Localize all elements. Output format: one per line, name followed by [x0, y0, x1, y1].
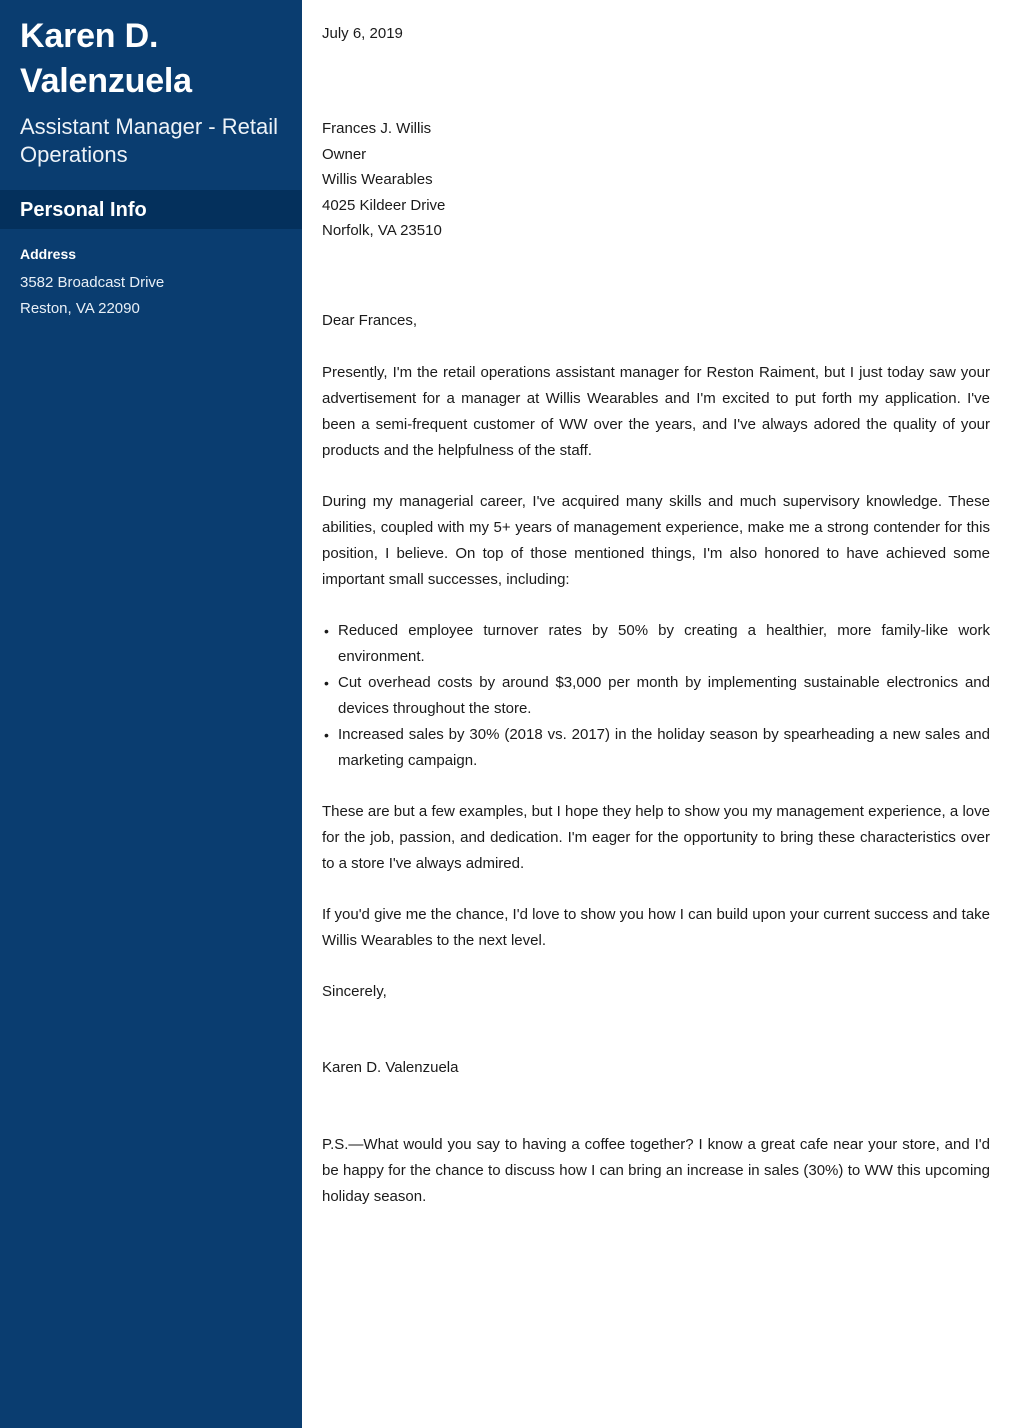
recipient-block: [322, 116, 722, 244]
candidate-job-title: Assistant Manager - Retail Operations: [20, 114, 278, 167]
postscript: P.S.—What would you say to having a coffee together? I know a great cafe near your store, and I'd be happy for the chance to discuss how I can bring an increase in sales (30%) to WW this upcoming holiday season.: [322, 1136, 990, 1205]
list-item: • Increased sales by 30% (2018 vs. 2017) in the holiday season by spearheading a new sales and marketing campaign.: [322, 722, 990, 774]
signature-name: Karen D. Valenzuela: [322, 1059, 459, 1076]
letter-date: July 6, 2019: [322, 25, 403, 42]
list-item: • Reduced employee turnover rates by 50% by creating a healthier, more family-like work environment.: [322, 618, 990, 670]
letter-content: [322, 0, 990, 1428]
recipient-role: Owner: [322, 145, 367, 163]
signature-space: [322, 1005, 990, 1055]
recipient-company: Willis Wearables: [322, 171, 433, 188]
body-paragraph: These are but a few examples, but I hope they help to show you my management experience, a love for the job, passion, and dedication. I'm eager for the opportunity to bring these characteristics over to a store I've always admired.: [322, 803, 990, 872]
recipient-city: Norfolk, VA 23510: [322, 222, 442, 239]
body-paragraph: During my managerial career, I've acquired many skills and much supervisory knowledge. These abilities, coupled with my 5+ years of management experience, make me a strong contender for this position, I believe. On top of those mentioned things, I'm also honored to have achieved some important small successes, including:: [322, 493, 990, 588]
address-heading: Address: [20, 246, 77, 262]
personal-info-heading: Personal Info: [20, 199, 147, 221]
achievements-list: [322, 618, 990, 774]
recipient-name: Frances J. Willis: [322, 120, 432, 137]
recipient-street: 4025 Kildeer Drive: [322, 196, 446, 214]
candidate-name: Karen D. Valenzuela: [20, 17, 192, 100]
sign-off: Sincerely,: [322, 983, 387, 1000]
salutation: Dear Frances,: [322, 312, 418, 329]
address-block: [20, 270, 285, 322]
body-paragraph: Presently, I'm the retail operations assistant manager for Reston Raiment, but I just today saw your advertisement for a manager at Willis Wearables and I'm excited to put forth my application. I've been a semi-frequent customer of WW over the years, and I've always adored the quality of your products and the helpfulness of the staff.: [322, 364, 990, 459]
sidebar: [0, 0, 302, 1428]
address-line: 3582 Broadcast Drive: [20, 274, 165, 291]
list-item: • Cut overhead costs by around $3,000 per month by implementing sustainable electronics and devices throughout the store.: [322, 670, 990, 722]
postscript-space: [322, 1081, 990, 1132]
body-paragraph: If you'd give me the chance, I'd love to show you how I can build upon your current success and take Willis Wearables to the next level.: [322, 906, 990, 949]
letter-body: [322, 360, 990, 1210]
address-line: Reston, VA 22090: [20, 300, 140, 317]
